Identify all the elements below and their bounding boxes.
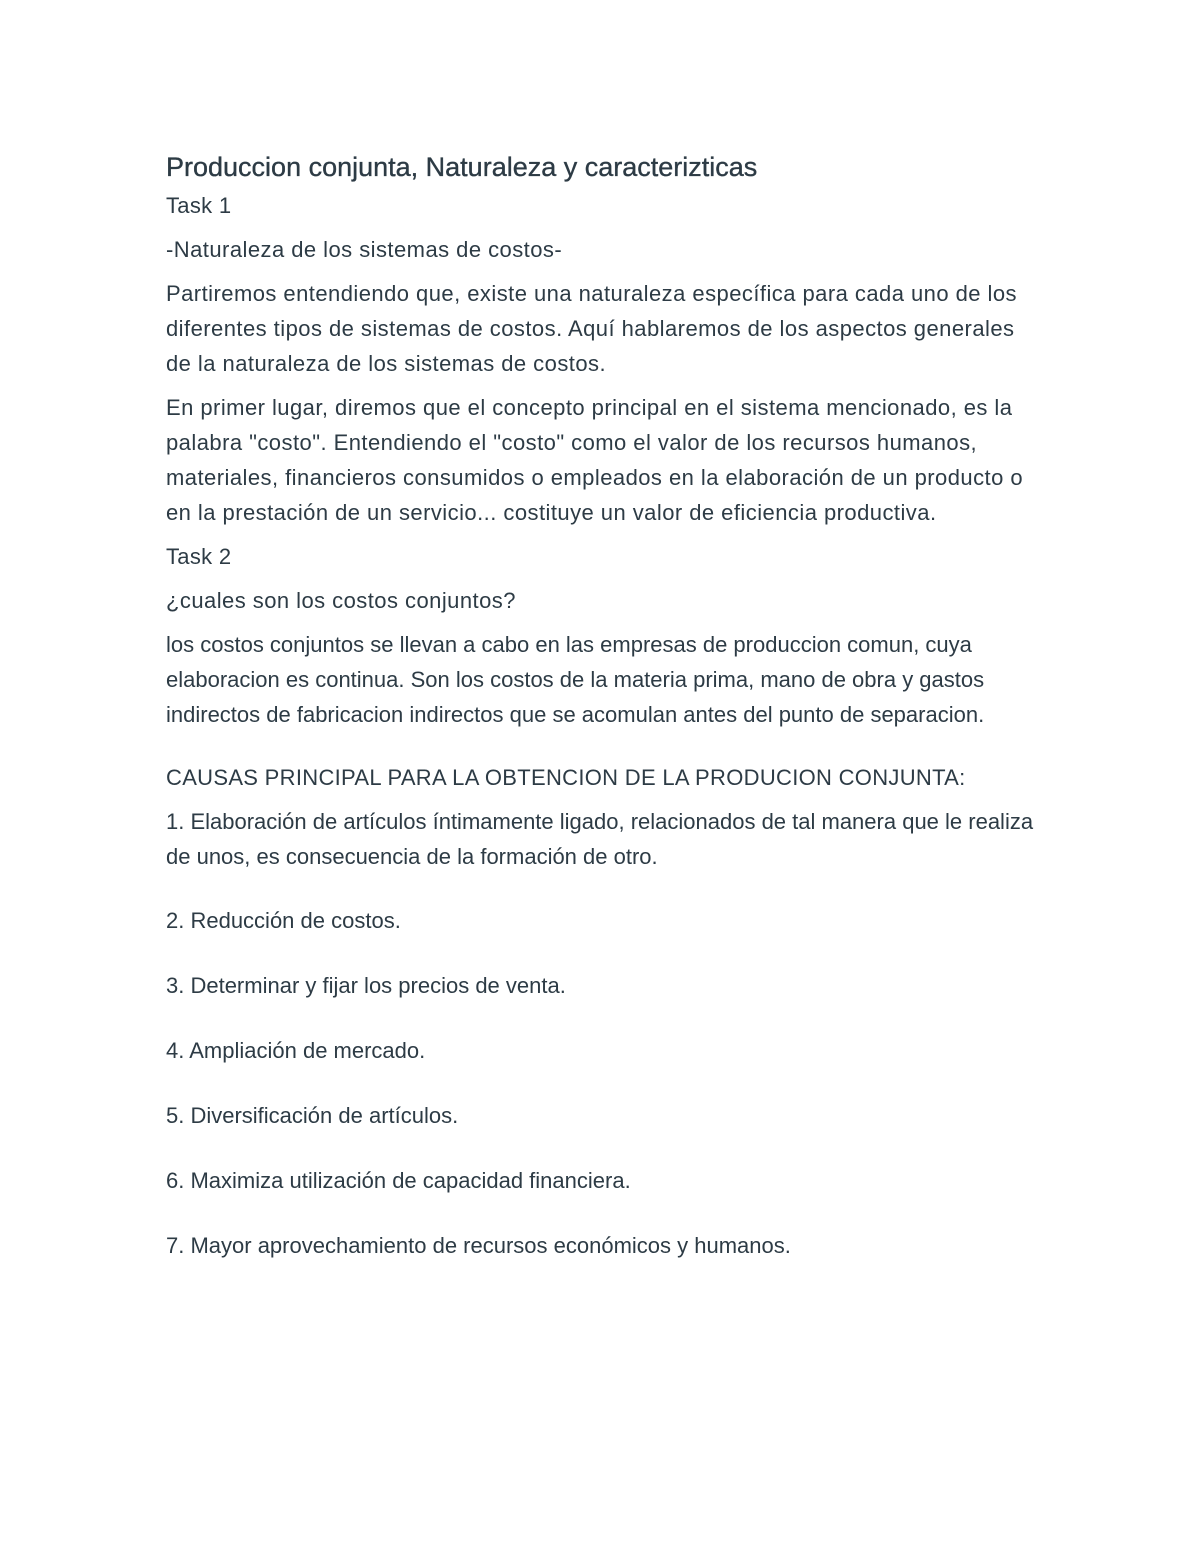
task1-paragraph-2: En primer lugar, diremos que el concepto principal en el sistema mencionado, es la palabra "costo". Entendiendo el "costo" como el valor de los recursos humanos, materiales, financieros consumidos o empleados en la elaboración de un producto o en la prestación de un servicio... costituye un valor de eficiencia productiva.: [166, 395, 1024, 525]
cause-item-5: 5. Diversificación de artículos.: [166, 1103, 459, 1128]
cause-item-3: 3. Determinar y fijar los precios de venta.: [166, 973, 566, 998]
task1-paragraph-1: Partiremos entendiendo que, existe una naturaleza específica para cada uno de los diferentes tipos de sistemas de costos. Aquí hablaremos de los aspectos generales de la naturaleza de los sistemas de costos.: [166, 281, 1017, 376]
cause-item-1: 1. Elaboración de artículos íntimamente ligado, relacionados de tal manera que le realiza de unos, es consecuencia de la formación de otro.: [166, 809, 1034, 869]
cause-item-6: 6. Maximiza utilización de capacidad financiera.: [166, 1168, 631, 1193]
cause-item-7: 7. Mayor aprovechamiento de recursos económicos y humanos.: [166, 1233, 791, 1258]
cause-item-2: 2. Reducción de costos.: [166, 908, 401, 933]
causes-heading: CAUSAS PRINCIPAL PARA LA OBTENCION DE LA PRODUCION CONJUNTA:: [166, 765, 966, 790]
document-title: Produccion conjunta, Naturaleza y caracterizticas: [166, 152, 758, 182]
task2-label: Task 2: [166, 544, 232, 569]
task2-paragraph: los costos conjuntos se llevan a cabo en las empresas de produccion comun, cuya elaboracion es continua. Son los costos de la materia prima, mano de obra y gastos indirectos de fabricacion indirectos que se acomulan antes del punto de separacion.: [166, 632, 985, 727]
document-page: [166, 148, 1046, 1293]
causes-list: [166, 804, 1046, 1263]
task2-question: ¿cuales son los costos conjuntos?: [166, 588, 516, 613]
cause-item-4: 4. Ampliación de mercado.: [166, 1038, 426, 1063]
task1-label: Task 1: [166, 193, 232, 218]
task1-subtitle: -Naturaleza de los sistemas de costos-: [166, 237, 563, 262]
